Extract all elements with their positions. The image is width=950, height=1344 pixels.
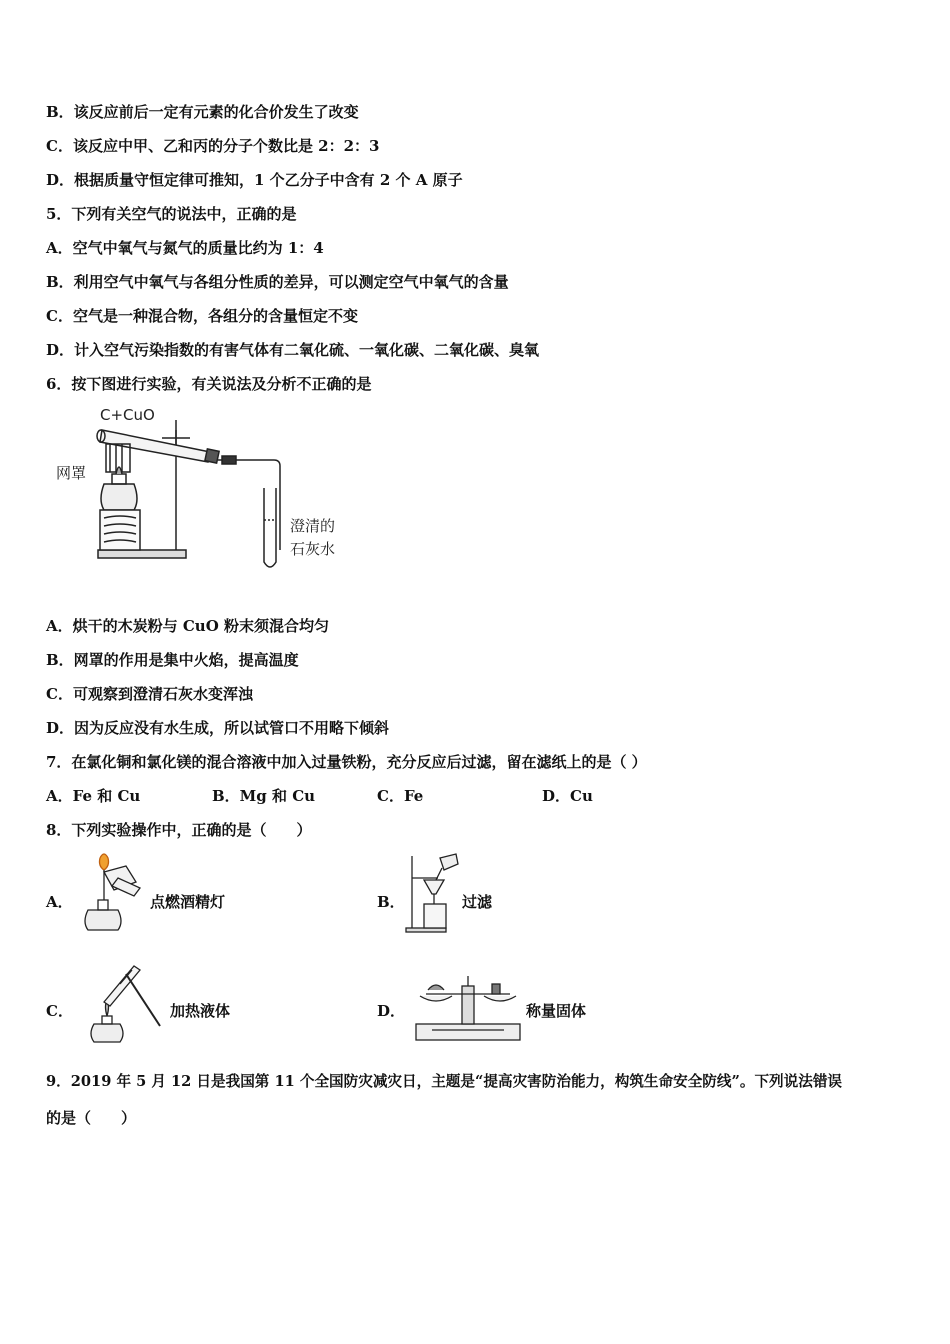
q8-option-b-letter: B． (377, 893, 405, 911)
q6-label-limewater-line1: 澄清的 (290, 517, 336, 535)
q7-option-d: D．Cu (542, 787, 593, 805)
q5-option-a: A．空气中氧气与氮气的质量比约为 1：4 (46, 239, 324, 257)
q6-option-c: C．可观察到澄清石灰水变浑浊 (46, 685, 253, 703)
q5-option-b: B．利用空气中氧气与各组分性质的差异，可以测定空气中氧气的含量 (46, 273, 509, 291)
q6-label-limewater-line2: 石灰水 (290, 540, 336, 558)
q8-option-a-text: 点燃酒精灯 (150, 893, 226, 911)
q5-option-d: D．计入空气污染指数的有害气体有二氧化硫、一氧化碳、二氧化碳、臭氧 (46, 341, 540, 359)
q7-option-b: B．Mg 和 Cu (212, 787, 316, 805)
q4-option-d: D．根据质量守恒定律可推知，1 个乙分子中含有 2 个 A 原子 (46, 171, 463, 189)
q8-d-balance-figure (412, 972, 524, 1044)
q6-stem: 6．按下图进行实验，有关说法及分析不正确的是 (46, 375, 372, 393)
q9-stem-line1: 9．2019 年 5 月 12 日是我国第 11 个全国防灾减灾日，主题是“提高灾害防治能力，构筑生命安全防线”。下列说法错误 (46, 1073, 843, 1090)
q6-option-d: D．因为反应没有水生成，所以试管口不用略下倾斜 (46, 719, 390, 737)
q6-option-b: B．网罩的作用是集中火焰，提高温度 (46, 651, 299, 669)
q5-option-c: C．空气是一种混合物，各组分的含量恒定不变 (46, 307, 358, 325)
q6-option-a: A．烘干的木炭粉与 CuO 粉末须混合均匀 (46, 617, 329, 635)
q7-option-a: A．Fe 和 Cu (46, 787, 141, 805)
q4-option-b: B．该反应前后一定有元素的化合价发生了改变 (46, 103, 359, 121)
q8-option-b-text: 过滤 (462, 893, 493, 911)
q6-label-gauze: 网罩 (56, 464, 87, 482)
q8-option-d-text: 称量固体 (526, 1002, 587, 1020)
q8-option-a-letter: A． (46, 893, 73, 911)
q8-a-lighting-lamp-figure (74, 852, 150, 934)
q9-stem-line2: 的是（ ） (46, 1109, 137, 1127)
q8-option-c-text: 加热液体 (170, 1002, 231, 1020)
q8-stem: 8．下列实验操作中，正确的是（ ） (46, 821, 312, 839)
q8-option-d-letter: D． (377, 1002, 406, 1020)
q7-stem: 7．在氯化铜和氯化镁的混合溶液中加入过量铁粉，充分反应后过滤，留在滤纸上的是（ ） (46, 753, 647, 771)
q8-b-filtration-figure (402, 852, 462, 934)
q6-label-reactants: C+CuO (100, 406, 155, 424)
q7-option-c: C．Fe (377, 787, 424, 805)
q8-c-heating-liquid-figure (80, 962, 170, 1046)
q4-option-c: C．该反应中甲、乙和丙的分子个数比是 2：2：3 (46, 137, 380, 155)
q8-option-c-letter: C． (46, 1002, 73, 1020)
q5-stem: 5．下列有关空气的说法中，正确的是 (46, 205, 297, 223)
